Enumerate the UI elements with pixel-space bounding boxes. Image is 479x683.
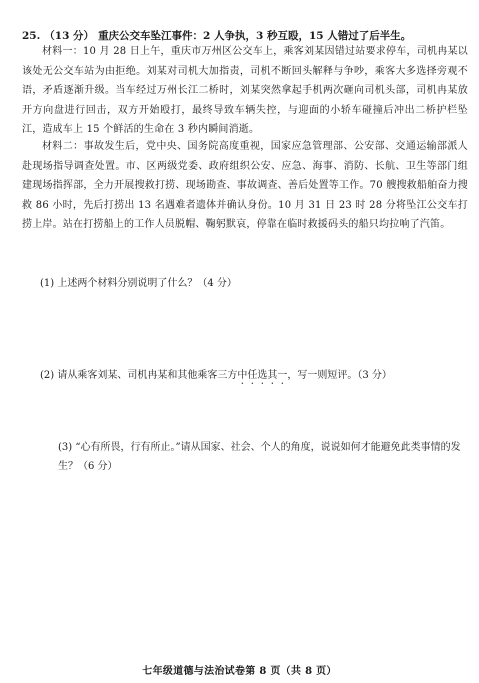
sub-question-2-text-a: (2) 请从乘客刘某、司机冉某和其他乘客三方	[40, 370, 238, 381]
question-number: 25.	[22, 30, 41, 42]
sub-question-2-text-b: ，写一则短评。（3 分）	[287, 370, 392, 381]
question-title: 重庆公交车坠江事件：2 人争执，3 秒互殴，15 人错过了后半生。	[98, 30, 412, 42]
question-score: （13 分）	[44, 30, 95, 42]
sub-question-3: (3) “心有所畏，行有所止。”请从国家、社会、个人的角度，说说如何才能避免此类事情的发生？（6 分）	[58, 442, 461, 472]
material-two: 材料二：事故发生后，党中央、国务院高度重视，国家应急管理部、公安部、交通运输部派人赴现场指导调查处置。市、区两级党委、政府组织公安、应急、海事、消防、长航、卫生等部门组建现场指挥部，全力开展搜救打捞、现场勘查、事故调查、善后处置等工作。70 艘搜救船舶奋力搜救 86 小时，先后打捞出 13 名遇难者遗体并确认身份。10 月 31 日 23 时 28 分将坠江公交车打捞上岸。站在打捞船上的工作人员脱帽、鞠躬默哀，停靠在临时救援码头的船只均拉响了汽笛。	[22, 141, 468, 230]
sub-question-2	[40, 366, 465, 387]
question-header	[22, 28, 462, 43]
sub-question-2-emphasis: 中任选其一	[237, 370, 288, 381]
material-one: 材料一：10 月 28 日上午，重庆市万州区公交车上，乘客刘某因错过站要求停车，司机冉某以该处无公交车站为由拒绝。刘某对司机大加指责，司机不断回头解释与争吵，乘客大多选择旁观不语，矛盾逐渐升级。当车经过万州长江二桥时，刘某突然拿起手机两次砸向司机头部，司机冉某放开方向盘进行回击，双方开始殴打，最终导致车辆失控，与迎面的小轿车碰撞后冲出二桥护栏坠江，造成车上 15 个鲜活的生命在 3 秒内瞬间消逝。	[22, 46, 468, 135]
sub-question-1: (1) 上述两个材料分别说明了什么？（4 分）	[40, 278, 237, 289]
page-footer: 七年级道德与法治试卷第 8 页（共 8 页）	[142, 666, 337, 677]
